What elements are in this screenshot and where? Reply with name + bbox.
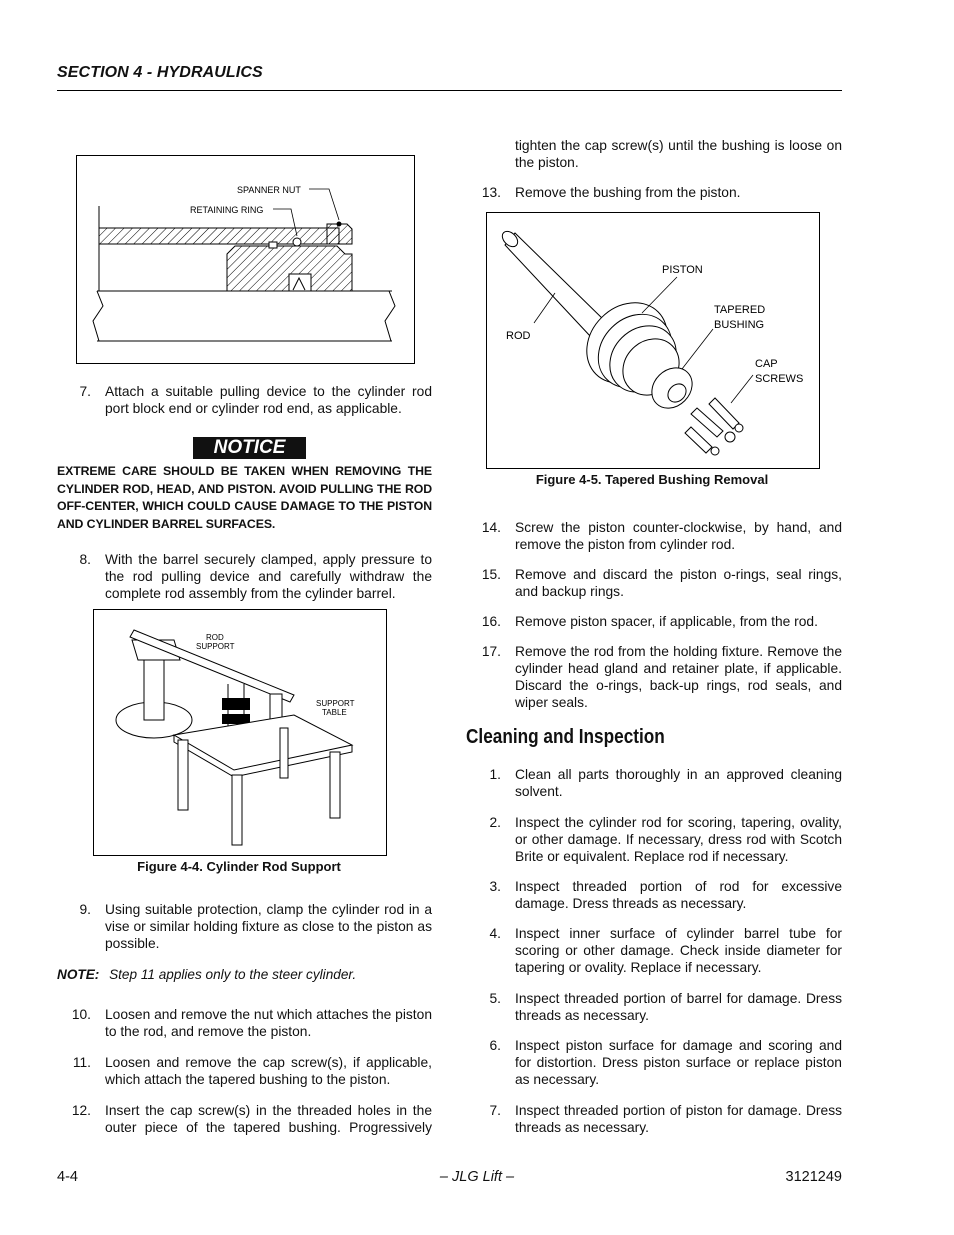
step-8: 8. With the barrel securely clamped, apply pressure to the rod pulling device and carefully withdraw the complete rod assembly from the cylinder barrel.: [79, 552, 432, 601]
step-17: 17. Remove the rod from the holding fixture. Remove the cylinder head gland and retainer plate, if applicable. Discard the o-rings, back-up rings, rod seals, and wiper seals.: [481, 644, 842, 710]
label-cap-2: SCREWS: [755, 373, 804, 385]
step-14: 14. Screw the piston counter-clockwise, by hand, and remove the piston from cylinder rod.: [481, 520, 842, 552]
notice-text: EXTREME CARE SHOULD BE TAKEN WHEN REMOVING THE CYLINDER ROD, HEAD, AND PISTON. AVOID PULLING THE ROD OFF-CENTER, WHICH COULD CAUSE DAMAGE TO THE PISTON AND CYLINDER BARREL SURFACES.: [57, 464, 432, 531]
step-12-continuation: tighten the cap screw(s) until the bushing is loose on the piston.: [515, 138, 842, 170]
notice-badge: NOTICE: [193, 437, 306, 459]
clean-step-7: 7. Inspect threaded portion of piston for damage. Dress threads as necessary.: [489, 1103, 842, 1135]
label-rod-support-1: ROD: [206, 633, 224, 642]
label-piston: PISTON: [662, 264, 703, 276]
clean-step-6: 6. Inspect piston surface for damage and scoring and for distortion. Dress piston surface or replace piston as necessary.: [489, 1038, 842, 1087]
clean-step-1: 1. Clean all parts thoroughly in an approved cleaning solvent.: [489, 767, 842, 799]
figure-spanner-nut: [76, 155, 415, 364]
step-12: 12. Insert the cap screw(s) in the threaded holes in the outer piece of the tapered bushing. Progressively: [71, 1103, 432, 1135]
footer-center: – JLG Lift –: [439, 1169, 515, 1185]
label-retaining-ring: RETAINING RING: [190, 205, 264, 215]
footer-doc-number: 3121249: [785, 1169, 842, 1185]
step-15: 15. Remove and discard the piston o-rings, seal rings, and backup rings.: [481, 567, 842, 599]
figure-4-4-caption: Figure 4-4. Cylinder Rod Support: [137, 859, 341, 874]
clean-step-5: 5. Inspect threaded portion of barrel for damage. Dress threads as necessary.: [489, 991, 842, 1023]
label-rod: ROD: [506, 330, 531, 342]
step-11: 11. Loosen and remove the cap screw(s), if applicable, which attach the tapered bushing to the piston.: [72, 1055, 432, 1087]
step-7: 7. Attach a suitable pulling device to the cylinder rod port block end or cylinder rod end, as applicable.: [79, 384, 432, 416]
label-tapered-1: TAPERED: [714, 304, 766, 316]
label-cap-1: CAP: [755, 358, 778, 370]
step-13: 13. Remove the bushing from the piston.: [481, 185, 741, 200]
label-tapered-2: BUSHING: [714, 319, 765, 331]
label-rod-support-2: SUPPORT: [196, 642, 235, 651]
label-support-table-1: SUPPORT: [316, 699, 355, 708]
step-9: 9. Using suitable protection, clamp the cylinder rod in a vise or similar holding fixture as close to the piston as possible.: [79, 902, 432, 951]
step-16: 16. Remove piston spacer, if applicable, from the rod.: [481, 614, 818, 629]
clean-step-4: 4. Inspect inner surface of cylinder barrel tube for scoring or other damage. Check inside diameter for tapering or ovality. Replace if necessary.: [489, 926, 842, 975]
step-10: 10. Loosen and remove the nut which attaches the piston to the rod, and remove the piston.: [71, 1007, 432, 1039]
clean-step-2: 2. Inspect the cylinder rod for scoring, tapering, ovality, or other damage. If necessary, dress rod with Scotch Brite or equivalent. Replace rod if necessary.: [489, 815, 842, 864]
figure-tapered-bushing: [486, 212, 820, 469]
cleaning-heading: Cleaning and Inspection: [466, 726, 665, 748]
clean-step-3: 3. Inspect threaded portion of rod for excessive damage. Dress threads as necessary.: [489, 879, 842, 911]
label-spanner-nut: SPANNER NUT: [237, 185, 301, 195]
footer-page-number: 4-4: [57, 1169, 78, 1185]
figure-cylinder-rod-support: [93, 609, 387, 856]
header-rule: [57, 90, 842, 91]
figure-4-5-caption: Figure 4-5. Tapered Bushing Removal: [535, 472, 769, 487]
label-support-table-2: TABLE: [322, 708, 347, 717]
section-header: SECTION 4 - HYDRAULICS: [57, 64, 263, 81]
note: NOTE: Step 11 applies only to the steer cylinder.: [57, 967, 357, 982]
